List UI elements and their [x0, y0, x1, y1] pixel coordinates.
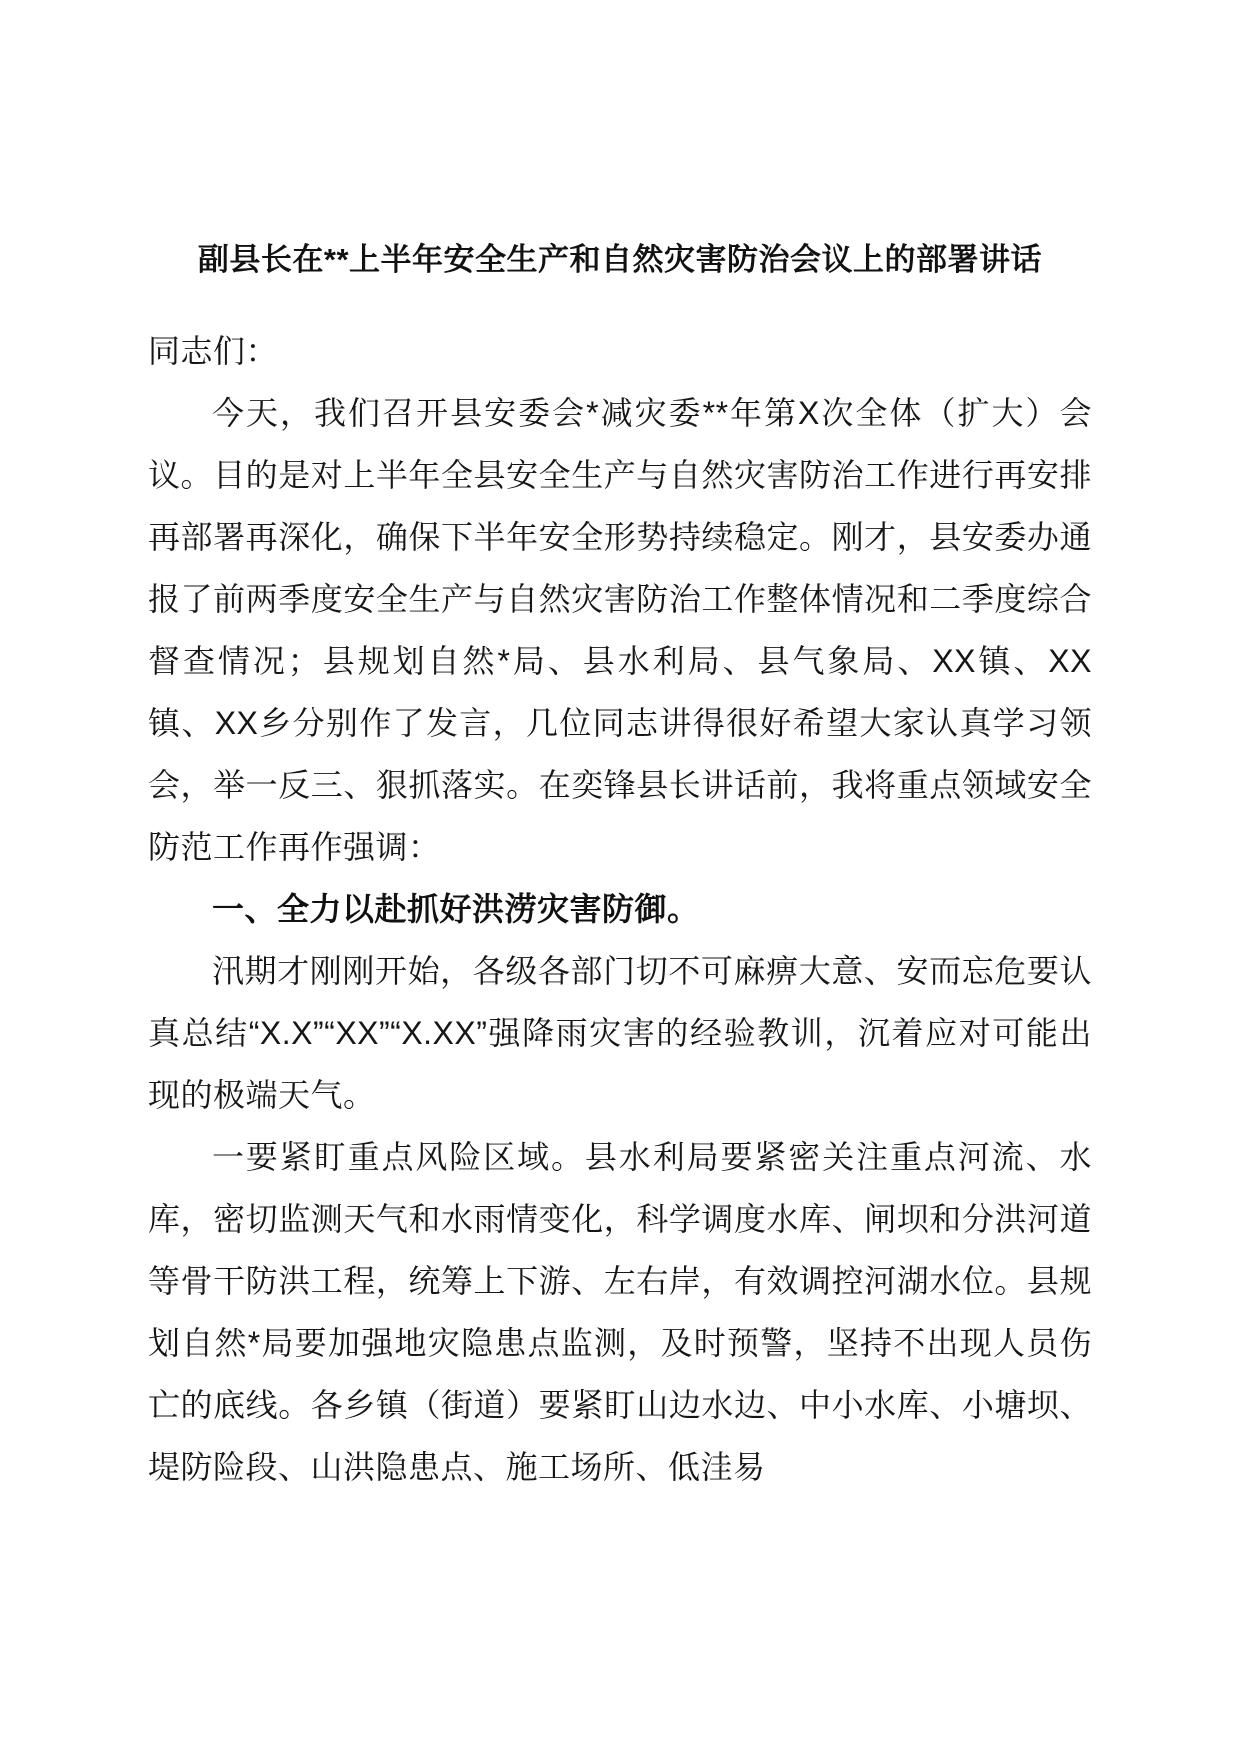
document-title: 副县长在**上半年安全生产和自然灾害防治会议上的部署讲话 [197, 242, 1043, 277]
paragraph-salutation: 同志们： [148, 333, 279, 369]
paragraph-flood-season: 汛期才刚刚开始，各级各部门切不可麻痹大意、安而忘危要认真总结“X.X”“XX”“X.XX”强降雨灾害的经验教训，沉着应对可能出现的极端天气。 [148, 953, 1092, 1113]
section-heading-1: 一、全力以赴抓好洪涝灾害防御。 [212, 891, 700, 927]
paragraph-opening: 今天，我们召开县安委会*减灾委**年第X次全体（扩大）会议。目的是对上半年全县安全生产与自然灾害防治工作进行再安排再部署再深化，确保下半年安全形势持续稳定。刚才，县安委办通报了前两季度安全生产与自然灾害防治工作整体情况和二季度综合督查情况；县规划自然*局、县水利局、县气象局、XX镇、XX镇、XX乡分别作了发言，几位同志讲得很好希望大家认真学习领会，举一反三、狠抓落实。在奕锋县长讲话前，我将重点领域安全防范工作再作强调： [148, 395, 1092, 865]
paragraph-risk-areas: 一要紧盯重点风险区域。县水利局要紧密关注重点河流、水库，密切监测天气和水雨情变化，科学调度水库、闸坝和分洪河道等骨干防洪工程，统筹上下游、左右岸，有效调控河湖水位。县规划自然*局要加强地灾隐患点监测，及时预警，坚持不出现人员伤亡的底线。各乡镇（街道）要紧盯山边水边、中小水库、小塘坝、堤防险段、山洪隐患点、施工场所、低洼易 [148, 1139, 1092, 1485]
